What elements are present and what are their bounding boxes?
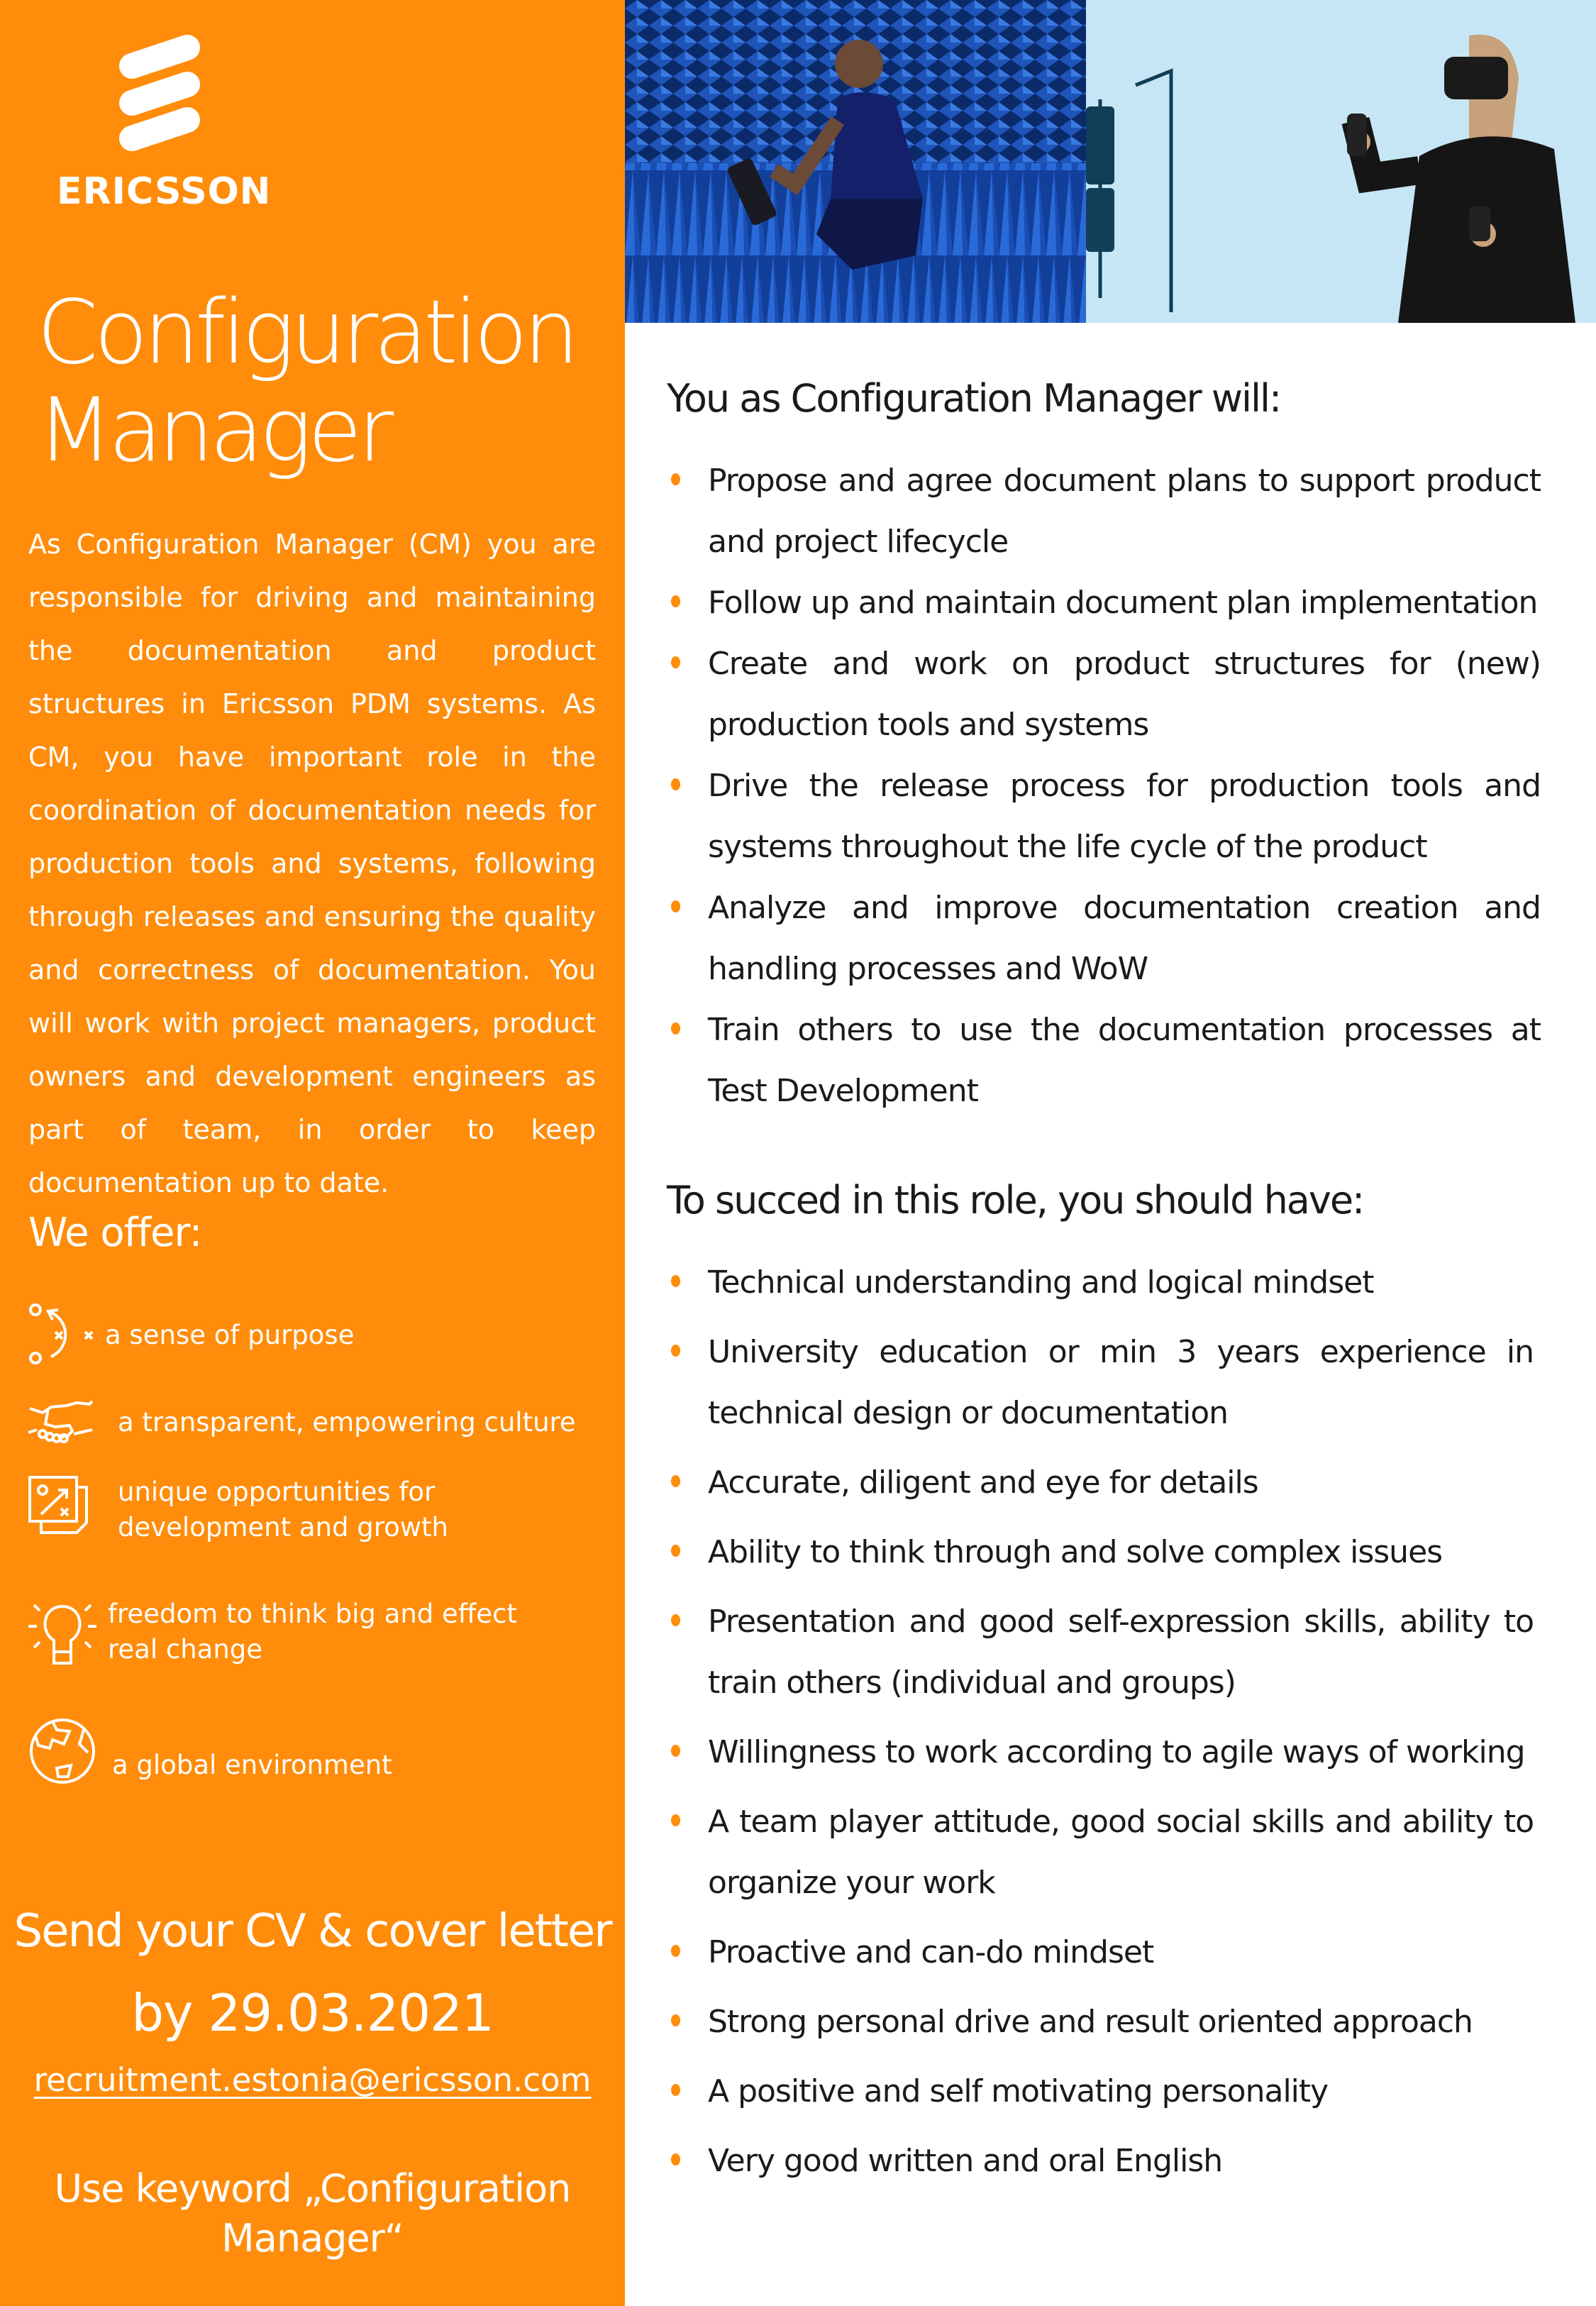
bullet-dot-icon [671, 1614, 680, 1626]
list-item [667, 878, 1541, 1000]
list-item-text: Propose and agree document plans to support product and project lifecycle [708, 463, 1541, 560]
offer-text-line2: real change [108, 1634, 263, 1665]
offer-text [118, 1474, 448, 1545]
list-item [667, 756, 1541, 878]
requirements-heading: To succed in this role, you should have: [667, 1178, 1364, 1223]
bullet-dot-icon [671, 778, 680, 790]
bullet-dot-icon [671, 1945, 680, 1957]
list-item-text: Accurate, diligent and eye for details [708, 1464, 1258, 1501]
offer-text: a transparent, empowering culture [118, 1407, 576, 1438]
bullet-dot-icon [671, 473, 680, 485]
cta-send-cv: Send your CV & cover letter [13, 1905, 611, 1958]
list-item-text: Train others to use the documentation processes at Test Development [708, 1012, 1541, 1109]
we-offer-heading: We offer: [28, 1210, 202, 1256]
role-intro-paragraph: As Configuration Manager (CM) you are responsible for driving and maintaining the documentation and product structures in Ericsson PDM systems. As CM, you have important role in the coordination of documentation needs for production tools and systems, following through releases and ensuring the quality and correctness of documentation. You will work with project managers, product owners and development engineers as part of team, in order to keep documentation up to date. [28, 529, 596, 1198]
bullet-dot-icon [671, 1475, 680, 1487]
job-title [37, 284, 575, 480]
bullet-dot-icon [671, 1275, 680, 1287]
list-item [667, 2061, 1534, 2122]
offer-item-culture [27, 1387, 609, 1458]
offer-text [108, 1596, 517, 1667]
left-panel [0, 0, 625, 2306]
globe-icon [27, 1716, 98, 1787]
list-item-text: Very good written and oral English [708, 2143, 1223, 2179]
bullet-dot-icon [671, 1545, 680, 1557]
bullet-dot-icon [671, 1022, 680, 1035]
job-title-line1: Configuration [37, 282, 575, 384]
growth-board-icon [27, 1474, 98, 1545]
bullet-dot-icon [671, 595, 680, 607]
list-item-text: Ability to think through and solve complex issues [708, 1534, 1443, 1570]
list-item [667, 1322, 1534, 1444]
bullet-dot-icon [671, 656, 680, 668]
photo-vr-user [1086, 0, 1596, 323]
list-item-text: Technical understanding and logical mindset [708, 1264, 1374, 1301]
list-item [667, 1522, 1534, 1583]
cta-keyword-line1: Use keyword „Configuration [54, 2166, 571, 2211]
list-item [667, 1591, 1534, 1714]
list-item-text: Drive the release process for production tools and systems throughout the life cycle of the product [708, 768, 1541, 865]
list-item [667, 2131, 1534, 2192]
offer-item-global [27, 1716, 609, 1787]
list-item [667, 1992, 1534, 2053]
list-item [667, 1792, 1534, 1914]
vr-user-illustration [1086, 0, 1596, 323]
offer-item-purpose [27, 1300, 609, 1371]
requirements-list [667, 1252, 1534, 2200]
list-item [667, 1722, 1534, 1783]
list-item-text: Strong personal drive and result oriented approach [708, 2004, 1473, 2040]
offer-text: a sense of purpose [105, 1320, 355, 1350]
offer-text-line1: unique opportunities for [118, 1477, 436, 1507]
list-item-text: A team player attitude, good social skills and ability to organize your work [708, 1804, 1534, 1901]
list-item [667, 1252, 1534, 1313]
offer-text-line1: freedom to think big and effect [108, 1599, 517, 1629]
bullet-dot-icon [671, 900, 680, 912]
bullet-dot-icon [671, 1345, 680, 1357]
cta-keyword-line2: Manager“ [221, 2216, 404, 2261]
ericsson-wordmark: ERICSSON [57, 170, 272, 213]
email-link[interactable]: recruitment.estonia@ericsson.com [33, 2061, 592, 2099]
cta-deadline: by 29.03.2021 [131, 1983, 494, 2043]
list-item [667, 451, 1541, 573]
list-item-text: Create and work on product structures for (new) production tools and systems [708, 646, 1541, 743]
offer-item-growth [27, 1474, 609, 1545]
list-item-text: Analyze and improve documentation creation and handling processes and WoW [708, 890, 1541, 987]
list-item [667, 634, 1541, 756]
list-item-text: University education or min 3 years experience in technical design or documentation [708, 1334, 1534, 1431]
ericsson-logo [57, 34, 272, 219]
list-item [667, 1452, 1534, 1513]
bullet-dot-icon [671, 1745, 680, 1757]
strategy-play-icon [27, 1300, 98, 1371]
bullet-dot-icon [671, 2014, 680, 2026]
list-item [667, 1000, 1541, 1122]
bullet-dot-icon [671, 1814, 680, 1826]
list-item-text: Willingness to work according to agile ways of working [708, 1734, 1525, 1770]
list-item [667, 1922, 1534, 1983]
list-item-text: Proactive and can-do mindset [708, 1934, 1154, 1970]
job-title-line2: Manager [37, 380, 390, 482]
list-item-text: A positive and self motivating personality [708, 2073, 1329, 2109]
lightbulb-icon [27, 1596, 98, 1667]
anechoic-chamber-illustration [625, 0, 1086, 323]
photo-anechoic-chamber [625, 0, 1086, 323]
offer-text: a global environment [112, 1750, 392, 1780]
bullet-dot-icon [671, 2084, 680, 2096]
list-item-text: Follow up and maintain document plan implementation [708, 585, 1538, 621]
offer-text-line2: development and growth [118, 1512, 448, 1543]
cta-keyword [0, 2164, 625, 2263]
responsibilities-heading: You as Configuration Manager will: [667, 376, 1281, 421]
responsibilities-list [667, 451, 1541, 1122]
list-item-text: Presentation and good self-expression skills, ability to train others (individual and groups) [708, 1604, 1534, 1701]
list-item [667, 573, 1541, 634]
handshake-icon [27, 1387, 98, 1458]
bullet-dot-icon [671, 2153, 680, 2166]
ericsson-bars-icon [112, 34, 204, 155]
cta-email [0, 2061, 625, 2099]
offer-item-freedom [27, 1596, 609, 1667]
